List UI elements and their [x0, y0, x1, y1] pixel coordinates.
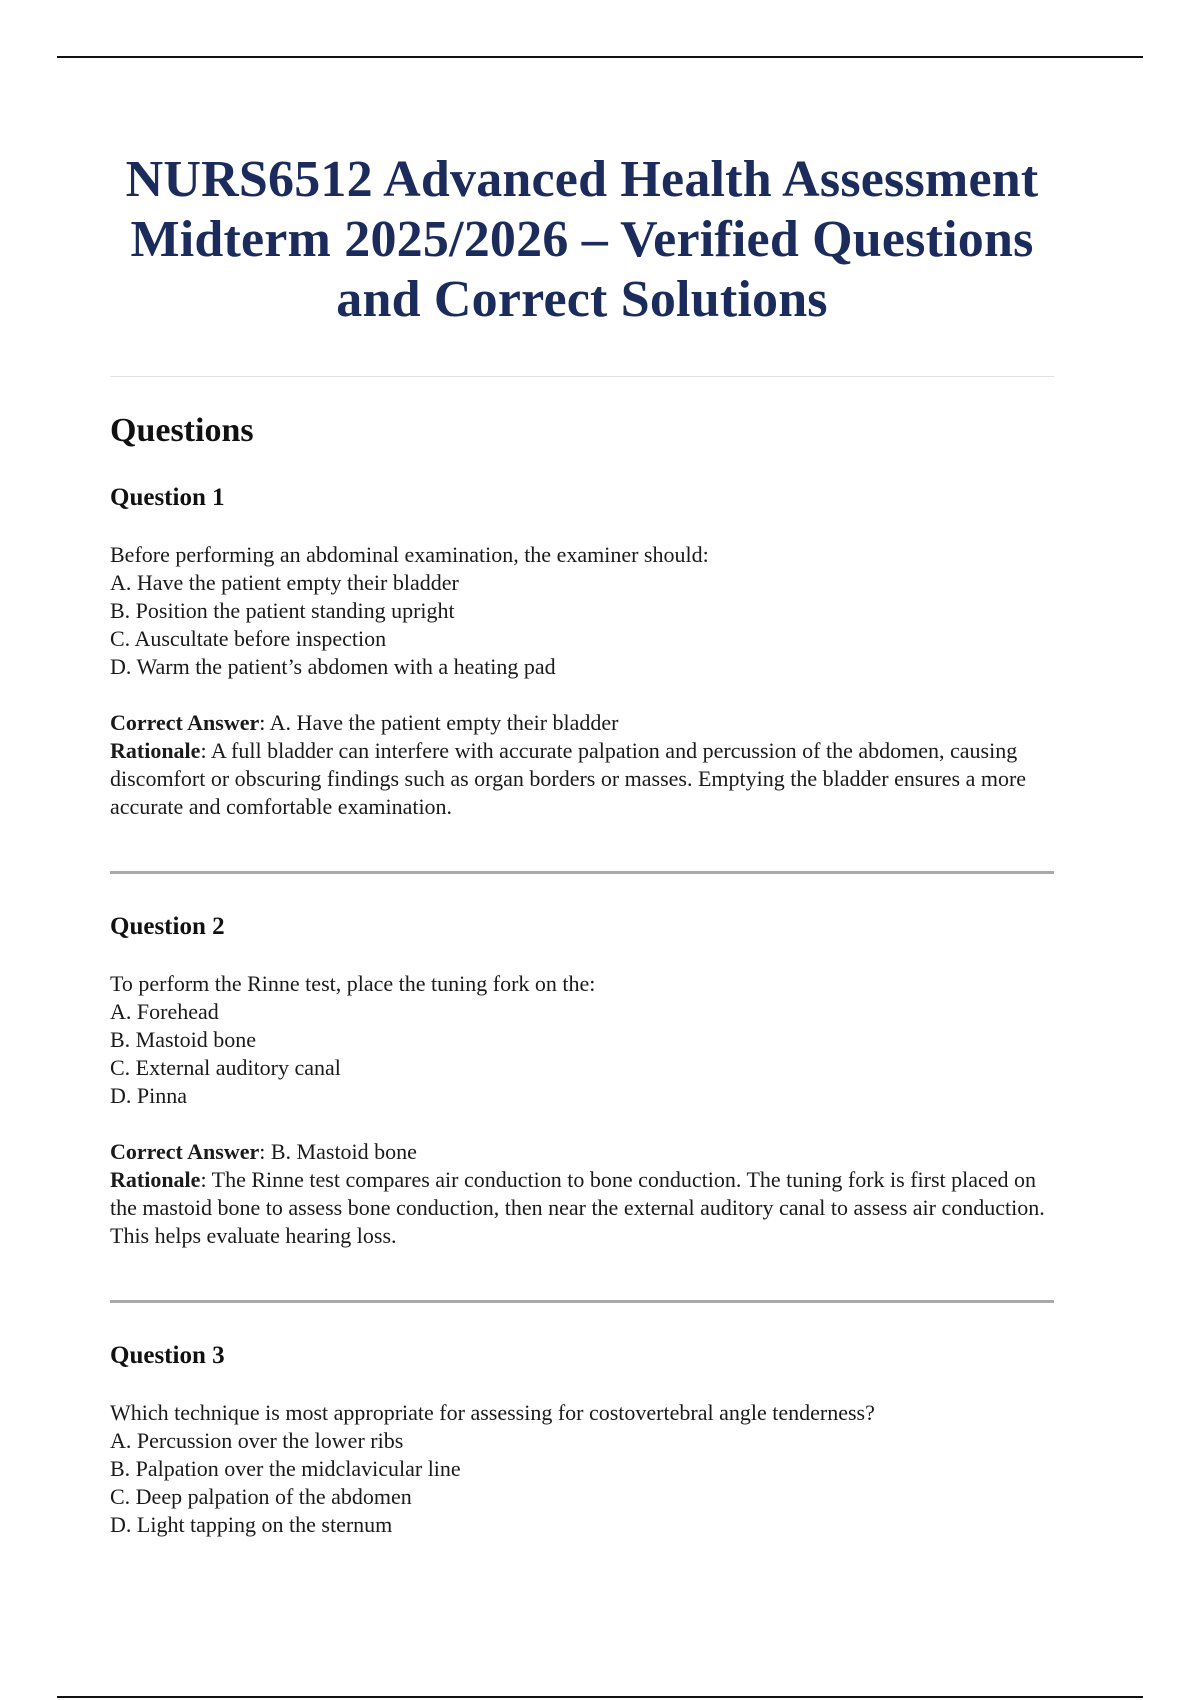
answer-block: [110, 1138, 1054, 1250]
question-3: [110, 1341, 1054, 1539]
question-heading: Question 2: [110, 913, 225, 940]
rationale-text: : A full bladder can interfere with accurate palpation and percussion of the abdomen, causing discomfort or obscuring findings such as organ borders or masses. Emptying the bladder ensures a more accurate and comfortable examination.: [110, 738, 1027, 819]
answer-option-c: C. Auscultate before inspection: [110, 626, 387, 651]
question-stem: Before performing an abdominal examination, the examiner should:: [110, 542, 709, 567]
answer-block: [110, 709, 1054, 821]
answer-option-d: D. Pinna: [110, 1083, 187, 1108]
document-content: [110, 150, 1054, 1539]
answer-option-c: C. External auditory canal: [110, 1055, 341, 1080]
question-divider: [110, 1300, 1054, 1303]
question-stem: To perform the Rinne test, place the tuning fork on the:: [110, 971, 596, 996]
question-stem: Which technique is most appropriate for assessing for costovertebral angle tenderness?: [110, 1400, 875, 1425]
question-divider: [110, 871, 1054, 874]
answer-option-a: A. Forehead: [110, 999, 219, 1024]
correct-answer-label: Correct Answer: [110, 1139, 260, 1164]
page-bottom-rule: [57, 1696, 1143, 1698]
question-heading: Question 1: [110, 484, 225, 511]
question-1: [110, 483, 1054, 821]
document-title: NURS6512 Advanced Health Assessment Midterm 2025/2026 – Verified Questions and Correct Solutions: [125, 151, 1039, 328]
answer-option-d: D. Warm the patient’s abdomen with a heating pad: [110, 654, 556, 679]
correct-answer-label: Correct Answer: [110, 710, 260, 735]
answer-option-b: B. Position the patient standing upright: [110, 598, 455, 623]
question-body: [110, 1399, 1054, 1539]
section-heading-questions: Questions: [110, 412, 254, 449]
question-body: [110, 970, 1054, 1110]
title-divider: [110, 376, 1054, 377]
answer-option-a: A. Percussion over the lower ribs: [110, 1428, 404, 1453]
rationale-label: Rationale: [110, 738, 201, 763]
question-heading: Question 3: [110, 1342, 225, 1369]
rationale: [110, 1166, 1054, 1250]
correct-answer-value: : A. Have the patient empty their bladder: [259, 710, 619, 735]
page-top-rule: [57, 56, 1143, 58]
rationale-label: Rationale: [110, 1167, 201, 1192]
answer-option-c: C. Deep palpation of the abdomen: [110, 1484, 412, 1509]
rationale-text: : The Rinne test compares air conduction to bone conduction. The tuning fork is first placed on the mastoid bone to assess bone conduction, then near the external auditory canal to assess air conduction. This helps evaluate hearing loss.: [110, 1167, 1045, 1248]
correct-answer: [110, 709, 1054, 737]
answer-option-a: A. Have the patient empty their bladder: [110, 570, 459, 595]
question-2: [110, 912, 1054, 1250]
answer-option-b: B. Palpation over the midclavicular line: [110, 1456, 461, 1481]
rationale: [110, 737, 1054, 821]
correct-answer: [110, 1138, 1054, 1166]
answer-option-d: D. Light tapping on the sternum: [110, 1512, 393, 1537]
question-body: [110, 541, 1054, 681]
answer-option-b: B. Mastoid bone: [110, 1027, 257, 1052]
correct-answer-value: : B. Mastoid bone: [259, 1139, 417, 1164]
